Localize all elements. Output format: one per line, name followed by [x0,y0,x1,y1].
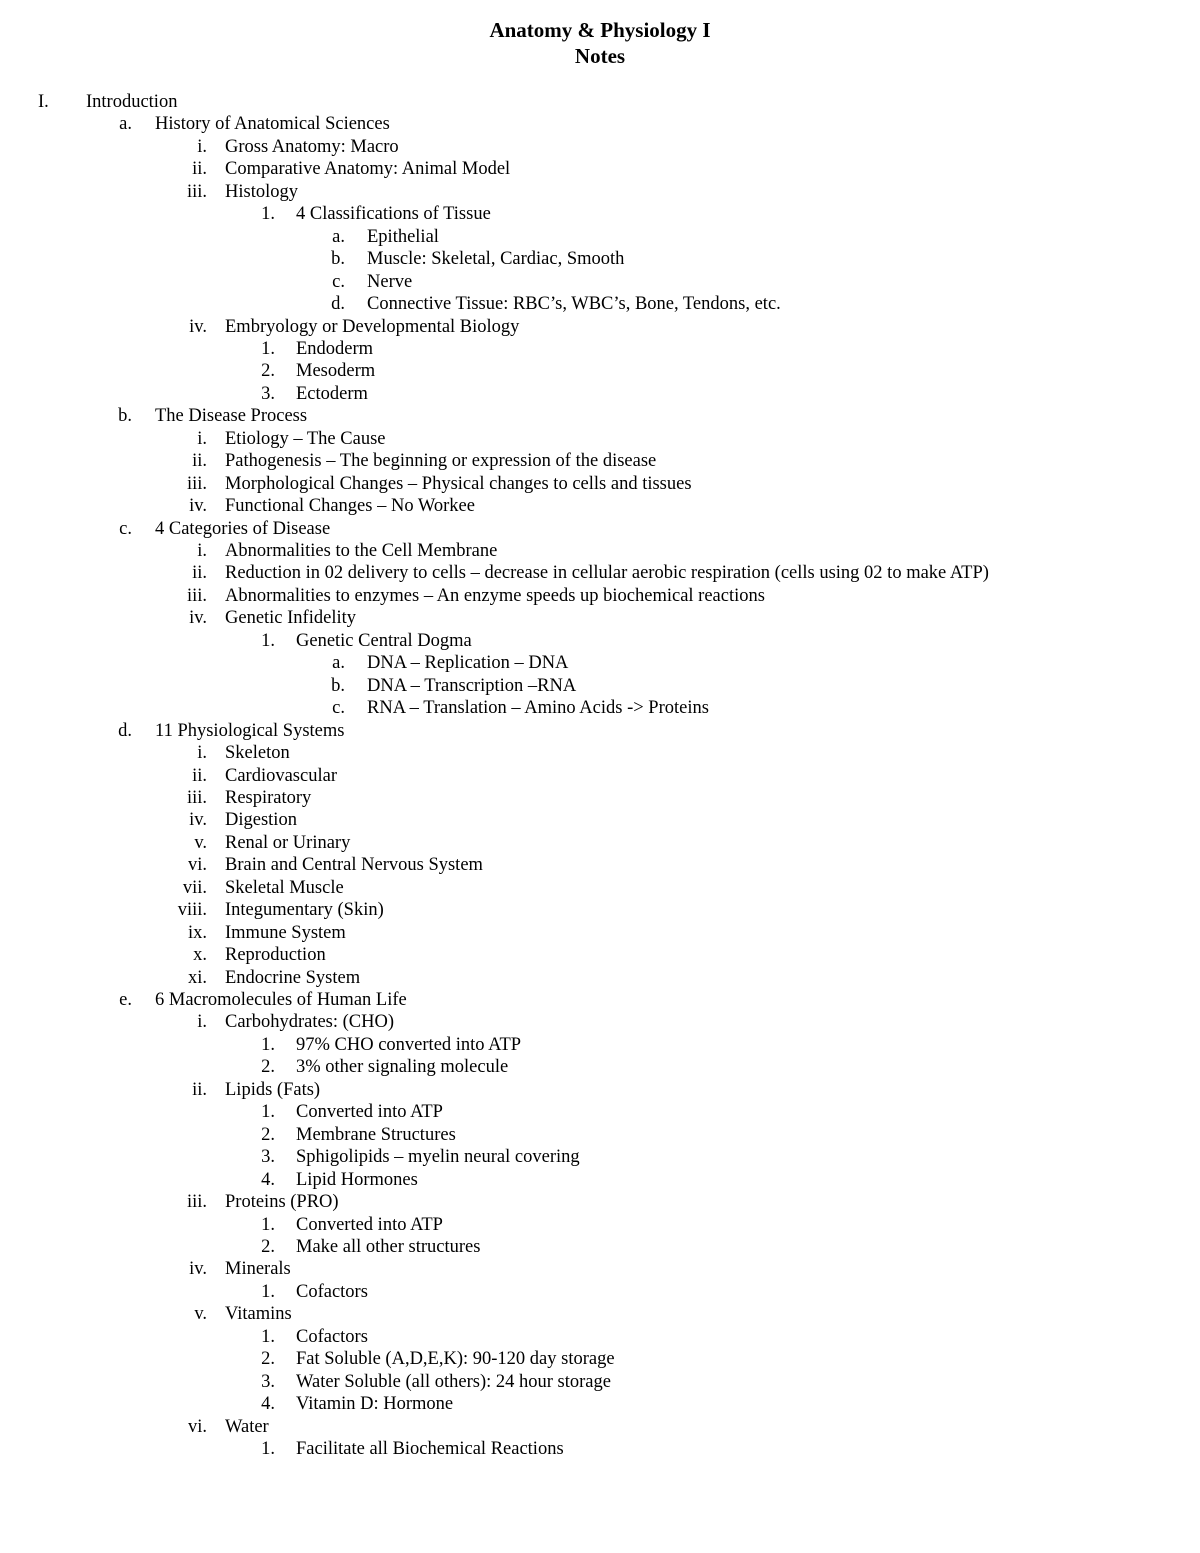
outline-marker: iv. [189,608,207,629]
outline-text: Minerals [225,1259,291,1280]
outline-text: Respiratory [225,787,312,808]
outline-marker: i. [197,136,207,157]
outline-text: 97% CHO converted into ATP [296,1034,522,1055]
outline-text: Morphological Changes – Physical changes to cells and tissues [225,473,692,494]
outline-marker: iii. [186,1192,207,1213]
outline-item [0,1416,1200,1438]
outline-item [0,854,1200,876]
outline-item [0,1191,1200,1213]
outline-item [0,1348,1200,1370]
outline-text: Genetic Infidelity [225,608,356,629]
outline-marker: 1. [261,1214,275,1235]
outline-marker: i. [197,1012,207,1033]
outline-item [0,989,1200,1011]
outline-marker: ix. [187,922,207,943]
outline-item [0,113,1200,135]
outline-text: RNA – Translation – Amino Acids -> Proteins [367,698,709,719]
outline-item [0,495,1200,517]
outline-text: Converted into ATP [296,1214,443,1235]
outline-text: Lipids (Fats) [225,1079,321,1100]
outline-text: DNA – Transcription –RNA [367,675,577,696]
outline-marker: i. [197,428,207,449]
outline-marker: b. [118,406,132,427]
outline-text: Endocrine System [225,967,361,988]
outline-text: Cofactors [296,1281,368,1302]
outline-item [0,1326,1200,1348]
outline-item [0,450,1200,472]
outline-text: Reproduction [225,945,326,966]
outline-text: Embryology or Developmental Biology [225,316,520,337]
outline-marker: 2. [261,1124,275,1145]
outline-item [0,697,1200,719]
outline-marker: i. [197,541,207,561]
outline-text: Pathogenesis – The beginning or expression of the disease [225,451,657,472]
outline-text: Comparative Anatomy: Animal Model [225,159,511,180]
outline-item [0,1393,1200,1415]
outline-marker: a. [332,226,345,247]
outline-text: Proteins (PRO) [225,1192,339,1213]
outline-marker: iv. [189,1259,207,1280]
outline-item [0,1124,1200,1146]
outline-item [0,540,1200,562]
outline-text: Abnormalities to the Cell Membrane [225,541,498,561]
outline-marker: 2. [261,1057,275,1078]
outline-text: DNA – Replication – DNA [367,653,569,674]
outline-item [0,720,1200,742]
outline-item [0,562,1200,584]
outline-marker: iii. [186,787,207,808]
outline-item [0,181,1200,203]
outline-item [0,226,1200,248]
outline-text: Cardiovascular [225,765,337,786]
outline-item [0,787,1200,809]
outline-marker: viii. [177,900,207,921]
outline-item [0,607,1200,629]
outline-item [0,271,1200,293]
outline-text: Skeletal Muscle [225,877,344,898]
outline-item [0,338,1200,360]
outline-marker: ii. [192,451,207,472]
outline-marker: ii. [192,1079,207,1100]
outline-item [0,1258,1200,1280]
outline-marker: 1. [261,204,275,225]
outline-text: Etiology – The Cause [225,428,386,449]
outline-text: Renal or Urinary [225,832,351,853]
outline-item [0,832,1200,854]
outline-text: The Disease Process [155,406,308,427]
outline-item [0,1303,1200,1325]
outline-item [0,360,1200,382]
outline-item [0,630,1200,652]
outline-item [0,809,1200,831]
outline-text: Epithelial [367,226,439,247]
outline-marker: ii. [192,563,207,584]
outline-text: Gross Anatomy: Macro [225,136,399,157]
outline-text: Muscle: Skeletal, Cardiac, Smooth [367,249,625,270]
outline-marker: iii. [186,181,207,202]
outline-item [0,203,1200,225]
outline-item [0,675,1200,697]
outline-text: Genetic Central Dogma [296,630,472,651]
outline-marker: 1. [261,1102,275,1123]
outline-item [0,518,1200,540]
outline-marker: vi. [187,855,207,876]
outline-text: Histology [225,181,298,202]
outline-text: Nerve [367,271,413,292]
outline-text: 11 Physiological Systems [155,720,345,741]
outline-marker: 2. [261,361,275,382]
outline-text: Fat Soluble (A,D,E,K): 90-120 day storage [296,1349,615,1370]
outline-marker: iv. [189,810,207,831]
outline-marker: ii. [192,765,207,786]
outline-item [0,585,1200,607]
outline-text: Lipid Hormones [296,1169,418,1190]
outline-item [0,473,1200,495]
outline-item [0,1056,1200,1078]
outline-text: Connective Tissue: RBC’s, WBC’s, Bone, Tendons, etc. [367,294,781,315]
outline-marker: iii. [186,585,207,606]
outline-marker: c. [332,698,345,719]
outline-item [0,1214,1200,1236]
outline-item [0,1236,1200,1258]
outline-item [0,428,1200,450]
outline-text: Cofactors [296,1326,368,1347]
outline-marker: v. [194,832,207,853]
outline-item [0,383,1200,405]
outline-marker: iv. [189,316,207,337]
outline-marker: i. [197,743,207,764]
outline-text: Ectoderm [296,383,368,404]
outline-text: Functional Changes – No Workee [225,496,475,517]
outline-marker: b. [331,675,345,696]
outline-item [0,1371,1200,1393]
outline-marker: iii. [186,473,207,494]
outline-item [0,316,1200,338]
outline-text: Mesoderm [296,361,376,382]
outline-marker: I. [38,92,49,112]
outline-text: Brain and Central Nervous System [225,855,483,876]
outline-item [0,1011,1200,1033]
outline-item [0,1438,1200,1460]
outline-marker: c. [119,518,132,539]
outline-item [0,1169,1200,1191]
outline-text: 4 Categories of Disease [155,518,331,539]
outline-marker: 3. [261,383,275,404]
outline-item [0,248,1200,270]
outline-marker: iv. [189,496,207,517]
outline-item [0,765,1200,787]
outline-text: Introduction [86,92,178,112]
outline-marker: ii. [192,159,207,180]
outline-marker: 1. [261,1439,275,1459]
outline-marker: 4. [261,1394,275,1415]
outline-marker: v. [194,1304,207,1325]
outline-marker: e. [119,990,132,1010]
outline-text: Vitamin D: Hormone [296,1394,454,1415]
outline-text: Make all other structures [296,1236,481,1257]
outline-marker: vii. [182,877,207,898]
outline-item [0,944,1200,966]
outline-text: Sphigolipids – myelin neural covering [296,1147,580,1168]
outline-text: Skeleton [225,743,290,764]
outline-item [0,1146,1200,1168]
outline-text: Integumentary (Skin) [225,900,384,921]
document-title: Anatomy & Physiology I [489,18,711,42]
outline-marker: 1. [261,1034,275,1055]
outline-item [0,742,1200,764]
outline-text: 6 Macromolecules of Human Life [155,990,407,1010]
outline-text: Digestion [225,810,297,831]
outline-item [0,877,1200,899]
outline-marker: 3. [261,1147,275,1168]
outline-item [0,652,1200,674]
outline-marker: 1. [261,630,275,651]
outline-text: Water [225,1416,269,1437]
outline-item [0,967,1200,989]
outline-text: Vitamins [225,1304,292,1325]
outline-item [0,91,1200,113]
outline-marker: 1. [261,338,275,359]
outline-marker: x. [193,945,207,966]
outline-marker: d. [331,294,345,315]
outline-text: 4 Classifications of Tissue [296,204,491,225]
outline-text: Membrane Structures [296,1124,456,1145]
outline-item [0,1034,1200,1056]
outline-marker: b. [331,249,345,270]
outline-item [0,1281,1200,1303]
outline-text: 3% other signaling molecule [296,1057,509,1078]
outline-item [0,922,1200,944]
outline-marker: 4. [261,1169,275,1190]
outline-text: Immune System [225,922,346,943]
outline-marker: 2. [261,1236,275,1257]
outline-text: Converted into ATP [296,1102,443,1123]
outline-marker: xi. [187,967,207,988]
outline-text: Endoderm [296,338,374,359]
outline-text: Abnormalities to enzymes – An enzyme speeds up biochemical reactions [225,585,765,606]
outline-marker: 2. [261,1349,275,1370]
outline-item [0,1079,1200,1101]
outline-marker: 3. [261,1371,275,1392]
outline-text: Water Soluble (all others): 24 hour storage [296,1371,611,1392]
outline-marker: 1. [261,1326,275,1347]
outline-item [0,405,1200,427]
outline-text: Reduction in 02 delivery to cells – decrease in cellular aerobic respiration (cells using 02 to make ATP) [225,563,989,584]
outline-item [0,293,1200,315]
outline-item [0,158,1200,180]
document-subtitle: Notes [574,44,626,68]
outline-marker: 1. [261,1281,275,1302]
outline-text: Carbohydrates: (CHO) [225,1012,395,1033]
outline-marker: c. [332,271,345,292]
outline-marker: a. [119,114,132,135]
outline-text: Facilitate all Biochemical Reactions [296,1439,564,1459]
outline-text: History of Anatomical Sciences [155,114,390,135]
outline-item [0,899,1200,921]
outline-marker: a. [332,653,345,674]
outline-marker: vi. [187,1416,207,1437]
outline-marker: d. [118,720,132,741]
outline-item [0,136,1200,158]
outline-item [0,1101,1200,1123]
